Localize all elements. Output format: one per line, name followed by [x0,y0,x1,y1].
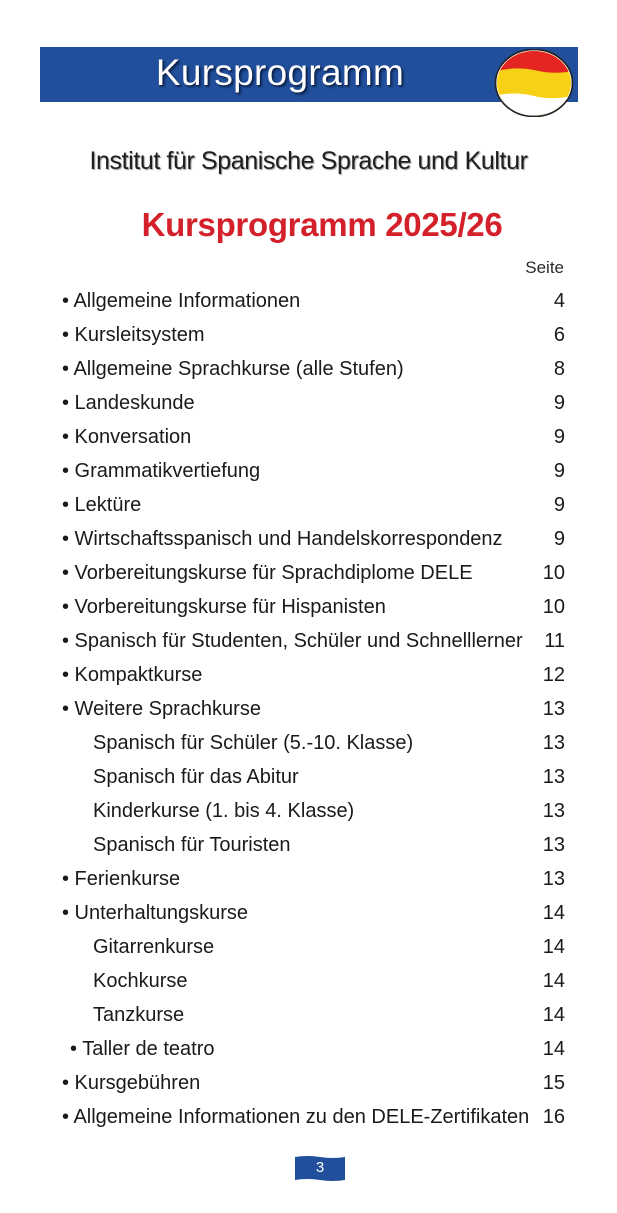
toc-entry [0,420,617,454]
toc-entry-page: 4 [553,290,565,312]
toc-entry-label: • Kursleitsystem [62,324,205,346]
toc-entry-label: • Wirtschaftsspanisch und Handelskorrespondenz [62,528,503,550]
toc-entry [0,284,617,318]
program-title: Kursprogramm 2025/26 [141,206,503,243]
toc-entry-label: • Taller de teatro [70,1038,215,1060]
toc-entry-label: • Unterhaltungskurse [62,902,248,924]
toc-entry-label: • Kursgebühren [62,1072,201,1094]
toc-entry [0,692,617,726]
toc-entry-page: 13 [542,732,565,754]
toc-entry-page: 13 [542,834,565,856]
toc-entry-page: 9 [553,528,565,550]
toc-entry [0,1100,617,1134]
toc-entry-page: 13 [542,868,565,890]
toc-entry-label: • Grammatikvertiefung [62,460,261,482]
toc-entry [0,488,617,522]
toc-entry-page: 14 [542,902,565,924]
toc-entry-label: Spanisch für Touristen [93,834,291,856]
toc-entry-label: Spanisch für Schüler (5.-10. Klasse) [93,732,414,754]
toc-entry-label: • Ferienkurse [62,868,181,890]
toc-entry [0,454,617,488]
toc-entry-page: 9 [553,460,565,482]
toc-entry-page: 14 [542,936,565,958]
toc-entry-page: 14 [542,1038,565,1060]
toc-entry-label: • Allgemeine Sprachkurse (alle Stufen) [62,358,404,380]
toc-entry-label: • Vorbereitungskurse für Hispanisten [62,596,386,618]
toc-entry [0,522,617,556]
toc-entry-page: 8 [553,358,565,380]
toc-entry-page: 13 [542,800,565,822]
toc-entry-page: 14 [542,1004,565,1026]
toc-entry [0,794,617,828]
toc-entry-label: Kochkurse [93,970,188,992]
toc-entry [0,658,617,692]
toc-entry [0,1032,617,1066]
toc-entry [0,760,617,794]
toc-entry [0,930,617,964]
toc-entry-label: Tanzkurse [93,1004,185,1026]
toc-entry-page: 16 [542,1106,565,1128]
toc-entry-label: Spanisch für das Abitur [93,766,299,788]
toc-entry-page: 15 [542,1072,565,1094]
toc-entry-page: 9 [553,494,565,516]
spain-flag-circle-icon [494,49,574,117]
toc-entry-page: 10 [542,562,565,584]
toc-entry-label: Gitarrenkurse [93,936,215,958]
toc-entry-page: 9 [553,426,565,448]
toc-entry-label: • Landeskunde [62,392,195,414]
toc-entry [0,828,617,862]
toc-entry-label: • Konversation [62,426,192,448]
institute-name: Institut für Spanische Sprache und Kultur [89,147,528,175]
toc-entry [0,386,617,420]
toc-entry [0,896,617,930]
toc-entry [0,318,617,352]
toc-entry [0,352,617,386]
toc-entry-page: 11 [544,630,565,652]
toc-entry-label: • Vorbereitungskurse für Sprachdiplome DELE [62,562,473,584]
page-column-label: Seite [525,258,564,277]
banner-title: Kursprogramm [155,52,405,93]
table-of-contents [0,284,617,1134]
toc-entry [0,1066,617,1100]
toc-entry [0,624,617,658]
toc-entry-page: 14 [542,970,565,992]
toc-entry [0,964,617,998]
toc-entry-page: 10 [542,596,565,618]
toc-entry-label: • Spanisch für Studenten, Schüler und Schnelllerner [62,630,523,652]
toc-entry-label: Kinderkurse (1. bis 4. Klasse) [93,800,355,822]
page-number: 3 [315,1159,325,1176]
toc-entry-page: 6 [553,324,565,346]
toc-entry-page: 13 [542,698,565,720]
toc-entry [0,998,617,1032]
toc-entry-page: 12 [542,664,565,686]
toc-entry-label: • Kompaktkurse [62,664,203,686]
toc-entry-label: • Allgemeine Informationen zu den DELE-Zertifikaten [62,1106,530,1128]
toc-entry-page: 13 [542,766,565,788]
toc-entry [0,862,617,896]
toc-entry-label: • Allgemeine Informationen [62,290,301,312]
toc-entry [0,556,617,590]
toc-entry-label: • Lektüre [62,494,142,516]
toc-entry [0,726,617,760]
toc-entry-label: • Weitere Sprachkurse [62,698,261,720]
page-number-badge [295,1155,345,1182]
toc-entry [0,590,617,624]
toc-entry-page: 9 [553,392,565,414]
